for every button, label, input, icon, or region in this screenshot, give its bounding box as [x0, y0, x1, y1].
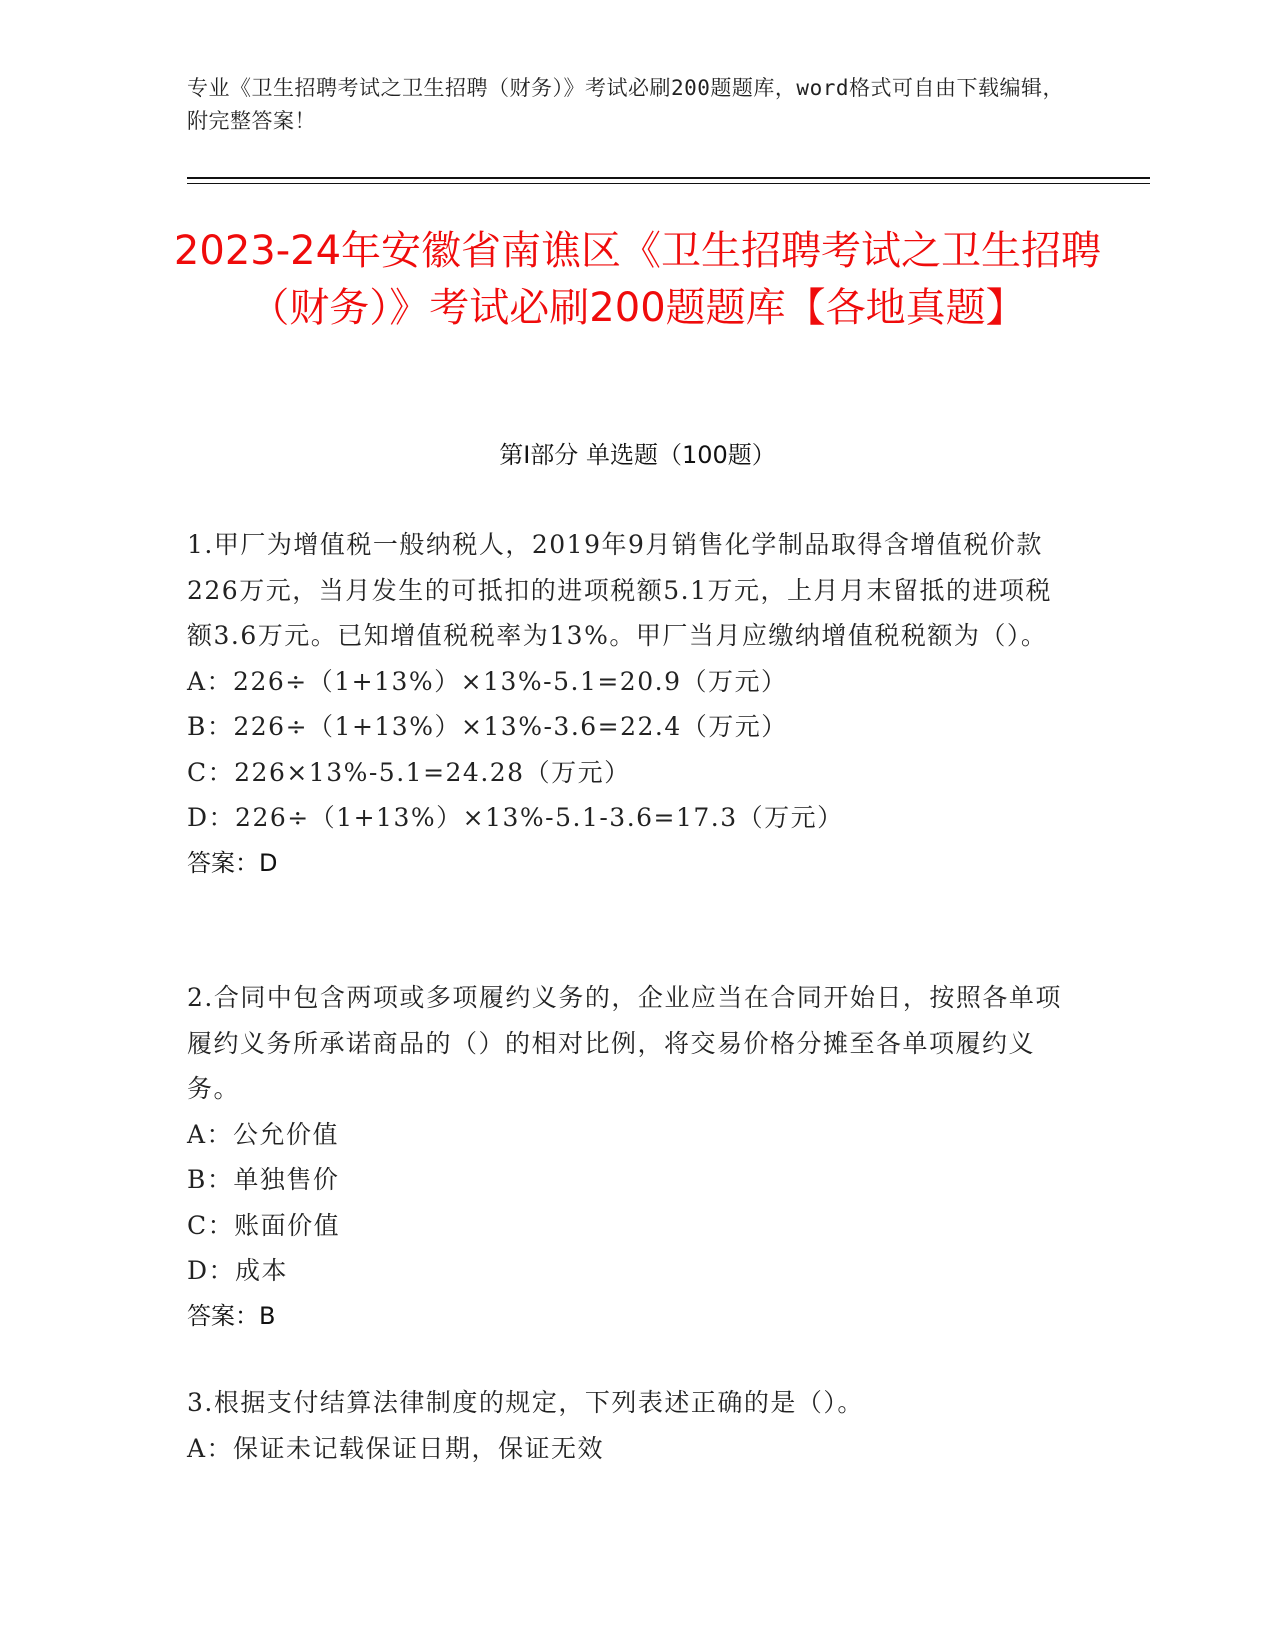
question-stem: 1.甲厂为增值税一般纳税人，2019年9月销售化学制品取得含增值税价款226万元，当月发生的可抵扣的进项税额5.1万元，上月月末留抵的进项税额3.6万元。已知增值税税率为13%。甲厂当月应缴纳增值税税额为（）。 [187, 530, 1052, 650]
question-1 [187, 522, 1077, 886]
document-title: 2023-24年安徽省南谯区《卫生招聘考试之卫生招聘（财务）》考试必刷200题题库【各地真题】 [173, 228, 1102, 331]
option-a: A：公允价值 [187, 1119, 340, 1149]
question-stem: 2.合同中包含两项或多项履约义务的，企业应当在合同开始日，按照各单项履约义务所承诺商品的（）的相对比例，将交易价格分摊至各单项履约义务。 [187, 983, 1062, 1103]
option-d: D：成本 [187, 1256, 289, 1285]
answer-line: 答案：D [187, 848, 278, 877]
option-b: B：单独售价 [187, 1165, 340, 1194]
answer-line: 答案：B [187, 1301, 276, 1330]
option-a: A：226÷（1+13%）×13%-5.1=20.9（万元） [187, 666, 788, 696]
option-a: A：保证未记载保证日期，保证无效 [187, 1433, 605, 1463]
section-heading: 第Ⅰ部分 单选题（100题） [499, 441, 776, 469]
option-c: C：226×13%-5.1=24.28（万元） [187, 757, 631, 787]
question-2 [187, 975, 1077, 1339]
question-3 [187, 1380, 1077, 1471]
option-d: D：226÷（1+13%）×13%-5.1-3.6=17.3（万元） [187, 803, 844, 832]
header-note: 专业《卫生招聘考试之卫生招聘（财务）》考试必刷200题题库，word格式可自由下载编辑，附完整答案！ [187, 76, 1064, 133]
header-divider-thick [187, 177, 1150, 179]
question-stem: 3.根据支付结算法律制度的规定，下列表述正确的是（）。 [187, 1388, 864, 1417]
header-divider-thin [187, 183, 1150, 184]
option-b: B：226÷（1+13%）×13%-3.6=22.4（万元） [187, 712, 788, 741]
option-c: C：账面价值 [187, 1210, 341, 1240]
